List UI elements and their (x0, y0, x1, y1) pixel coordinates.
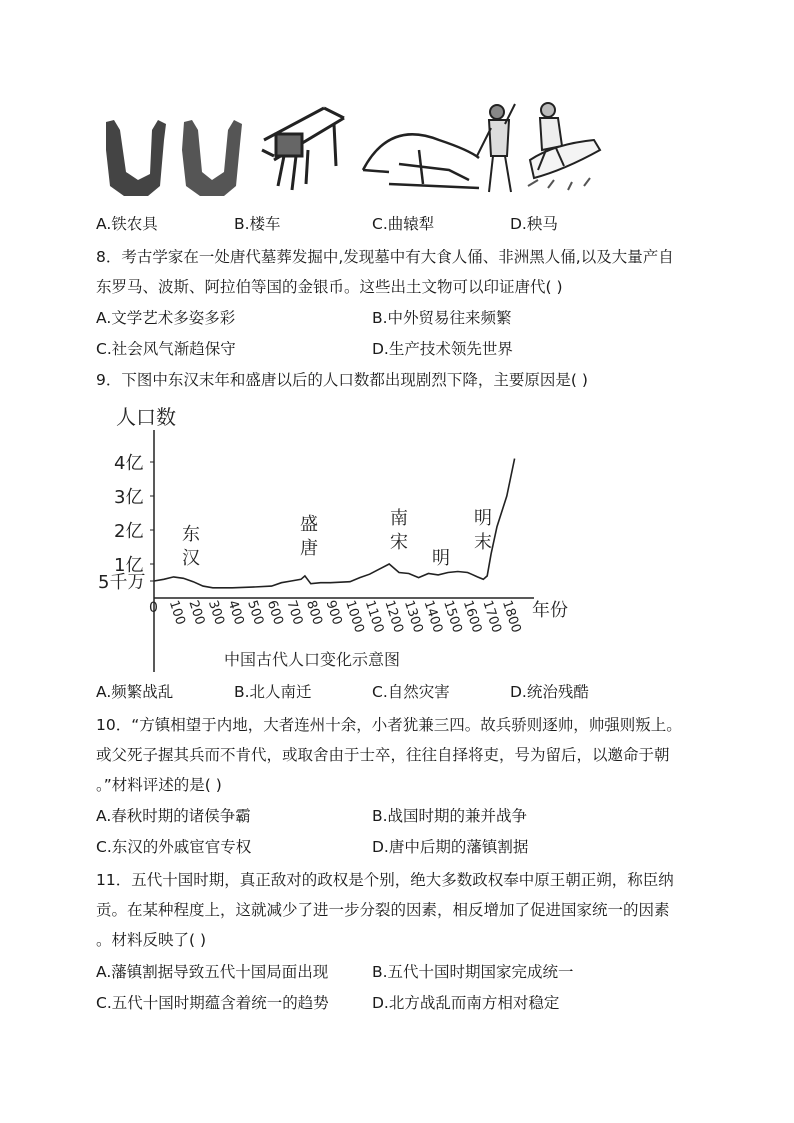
x-tick-label: 100 (165, 598, 188, 627)
q9-option-b: B.北人南迁 (234, 683, 312, 701)
yangma-seedling-horse-image (524, 100, 604, 200)
y-tick-label: 4亿 (114, 453, 144, 474)
q9-option-d: D.统治残酷 (510, 683, 589, 701)
period-label: 明 (432, 548, 450, 569)
q8-option-c: C.社会风气渐趋保守 (96, 340, 236, 358)
q11-option-a: A.藩镇割据导致五代十国局面出现 (96, 963, 329, 981)
period-label: 东 (182, 524, 200, 545)
q11-option-c: C.五代十国时期蕴含着统一的趋势 (96, 994, 329, 1012)
q11-stem-line2: 贡。在某种程度上，这就减少了进一步分裂的因素，相反增加了促进国家统一的因素 (96, 901, 670, 919)
q9-stem: 9．下图中东汉末年和盛唐以后的人口数都出现剧烈下降，主要原因是( ) (96, 371, 588, 389)
period-label: 南 (390, 508, 408, 529)
q10-option-b: B.战国时期的兼并战争 (372, 807, 528, 825)
x-tick-label: 1500 (440, 598, 465, 635)
x-tick-label: 900 (322, 598, 345, 627)
iron-farm-tool-image (104, 100, 249, 200)
x-tick-label: 400 (224, 598, 247, 627)
x-tick-label: 200 (185, 598, 208, 627)
q10-option-a: A.春秋时期的诸侯争霸 (96, 807, 251, 825)
period-label: 宋 (390, 532, 408, 553)
x-tick-label: 1700 (479, 598, 504, 635)
q11-option-d: D.北方战乱而南方相对稳定 (372, 994, 560, 1012)
q11-stem-line3: 。材料反映了( ) (96, 931, 207, 949)
x-tick-label: 0 (149, 600, 158, 616)
q7-image-row (104, 100, 604, 200)
period-label: 汉 (182, 548, 200, 569)
y-tick-label: 3亿 (114, 487, 144, 508)
q10-stem-line1: 10．“方镇相望于内地，大者连州十余，小者犹兼三四。故兵骄则逐帅，帅强则叛上。 (96, 716, 682, 734)
q10-stem-line2: 或父死子握其兵而不肯代，或取舍由于士卒，往往自择将吏，号为留后，以邀命于朝 (96, 746, 670, 764)
q8-stem-line2: 东罗马、波斯、阿拉伯等国的金银币。这些出土文物可以印证唐代( ) (96, 278, 563, 296)
x-tick-label: 1600 (459, 598, 485, 635)
x-tick-label: 500 (244, 598, 267, 627)
q11-option-b: B.五代十国时期国家完成统一 (372, 963, 574, 981)
period-label: 盛 (300, 514, 318, 535)
x-tick-label: 600 (263, 598, 286, 627)
q10-stem-line3: 。”材料评述的是( ) (96, 776, 222, 794)
q7-option-a: A.铁农具 (96, 215, 158, 233)
y-axis-label: 人口数 (116, 405, 176, 429)
x-tick-label: 700 (283, 598, 306, 627)
x-tick-label: 1100 (361, 598, 387, 635)
x-tick-label: 1300 (400, 598, 426, 635)
chart-title: 中国古代人口变化示意图 (224, 650, 401, 669)
y-tick-label: 2亿 (114, 521, 144, 542)
q7-option-d: D.秧马 (510, 215, 558, 233)
q7-option-c: C.曲辕犁 (372, 215, 435, 233)
q9-option-c: C.自然灾害 (372, 683, 450, 701)
q8-option-d: D.生产技术领先世界 (372, 340, 513, 358)
y-tick-label: 1亿 (114, 555, 144, 576)
y-tick-label: 5千万 (98, 572, 146, 593)
q11-stem-line1: 11．五代十国时期，真正敌对的政权是个别，绝大多数政权奉中原王朝正朔，称臣纳 (96, 871, 674, 889)
population-chart (98, 400, 584, 675)
period-label: 明 (474, 508, 492, 529)
period-label: 末 (474, 532, 492, 553)
period-label: 唐 (300, 538, 318, 559)
q10-option-c: C.东汉的外戚宦官专权 (96, 838, 252, 856)
q7-option-b: B.楼车 (234, 215, 281, 233)
x-tick-label: 1200 (381, 598, 406, 635)
q8-option-a: A.文学艺术多姿多彩 (96, 309, 236, 327)
q8-option-b: B.中外贸易往来频繁 (372, 309, 512, 327)
x-tick-label: 1400 (420, 598, 446, 635)
population-line (154, 459, 515, 588)
curved-shaft-plow-image (359, 100, 524, 200)
q9-option-a: A.频繁战乱 (96, 683, 174, 701)
x-tick-label: 1800 (498, 598, 524, 635)
q8-stem-line1: 8．考古学家在一处唐代墓葬发掘中,发现墓中有大食人俑、非洲黑人俑,以及大量产自 (96, 248, 674, 266)
x-tick-label: 1000 (342, 598, 367, 635)
x-tick-label: 300 (204, 598, 227, 627)
x-tick-label: 800 (302, 598, 325, 627)
x-axis-label: 年份 (532, 600, 568, 621)
louche-seed-drill-image (254, 100, 354, 200)
q10-option-d: D.唐中后期的藩镇割据 (372, 838, 529, 856)
